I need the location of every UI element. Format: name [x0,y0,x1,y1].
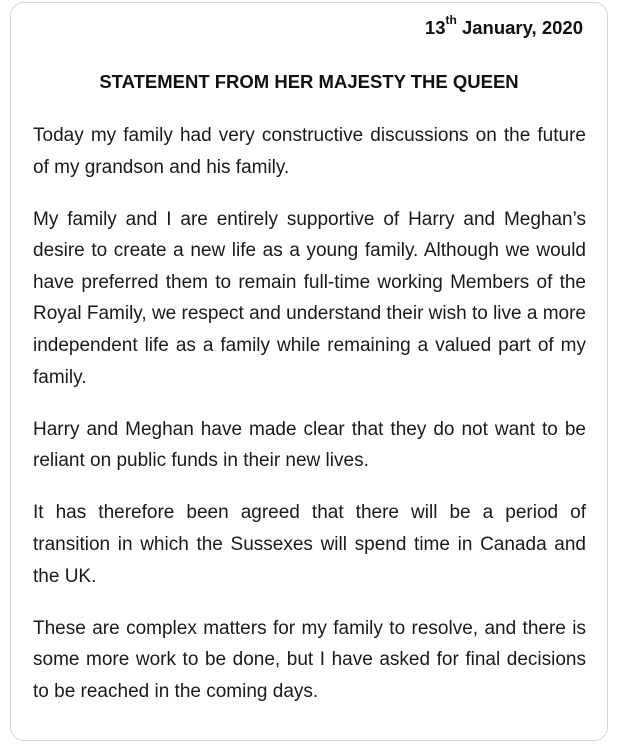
paragraph: Harry and Meghan have made clear that they do not want to be reliant on public funds in their new lives. [33,418,586,472]
statement-date [424,13,583,39]
statement-title: STATEMENT FROM HER MAJESTY THE QUEEN [99,71,519,92]
date-ordinal-suffix: th [445,13,457,27]
paragraph: These are complex matters for my family to resolve, and there is some more work to be done, but I have asked for final decisions to be reached in the coming days. [33,617,586,702]
paragraph: Today my family had very constructive discussions on the future of my grandson and his family. [33,125,586,178]
statement-body [33,120,586,708]
date-month-year: January, 2020 [456,17,583,38]
paragraph: It has therefore been agreed that there will be a period of transition in which the Sussexes will spend time in Canada and the UK. [33,502,586,587]
date-day: 13 [424,17,446,38]
statement-card [10,2,608,741]
paragraph: My family and I are entirely supportive of Harry and Meghan’s desire to create a new life as a young family. Although we would have preferred them to remain full-time working Members of the Royal Family, we respect and understand their wish to live a more independent life as a family while remaining a valued part of my family. [33,208,587,388]
